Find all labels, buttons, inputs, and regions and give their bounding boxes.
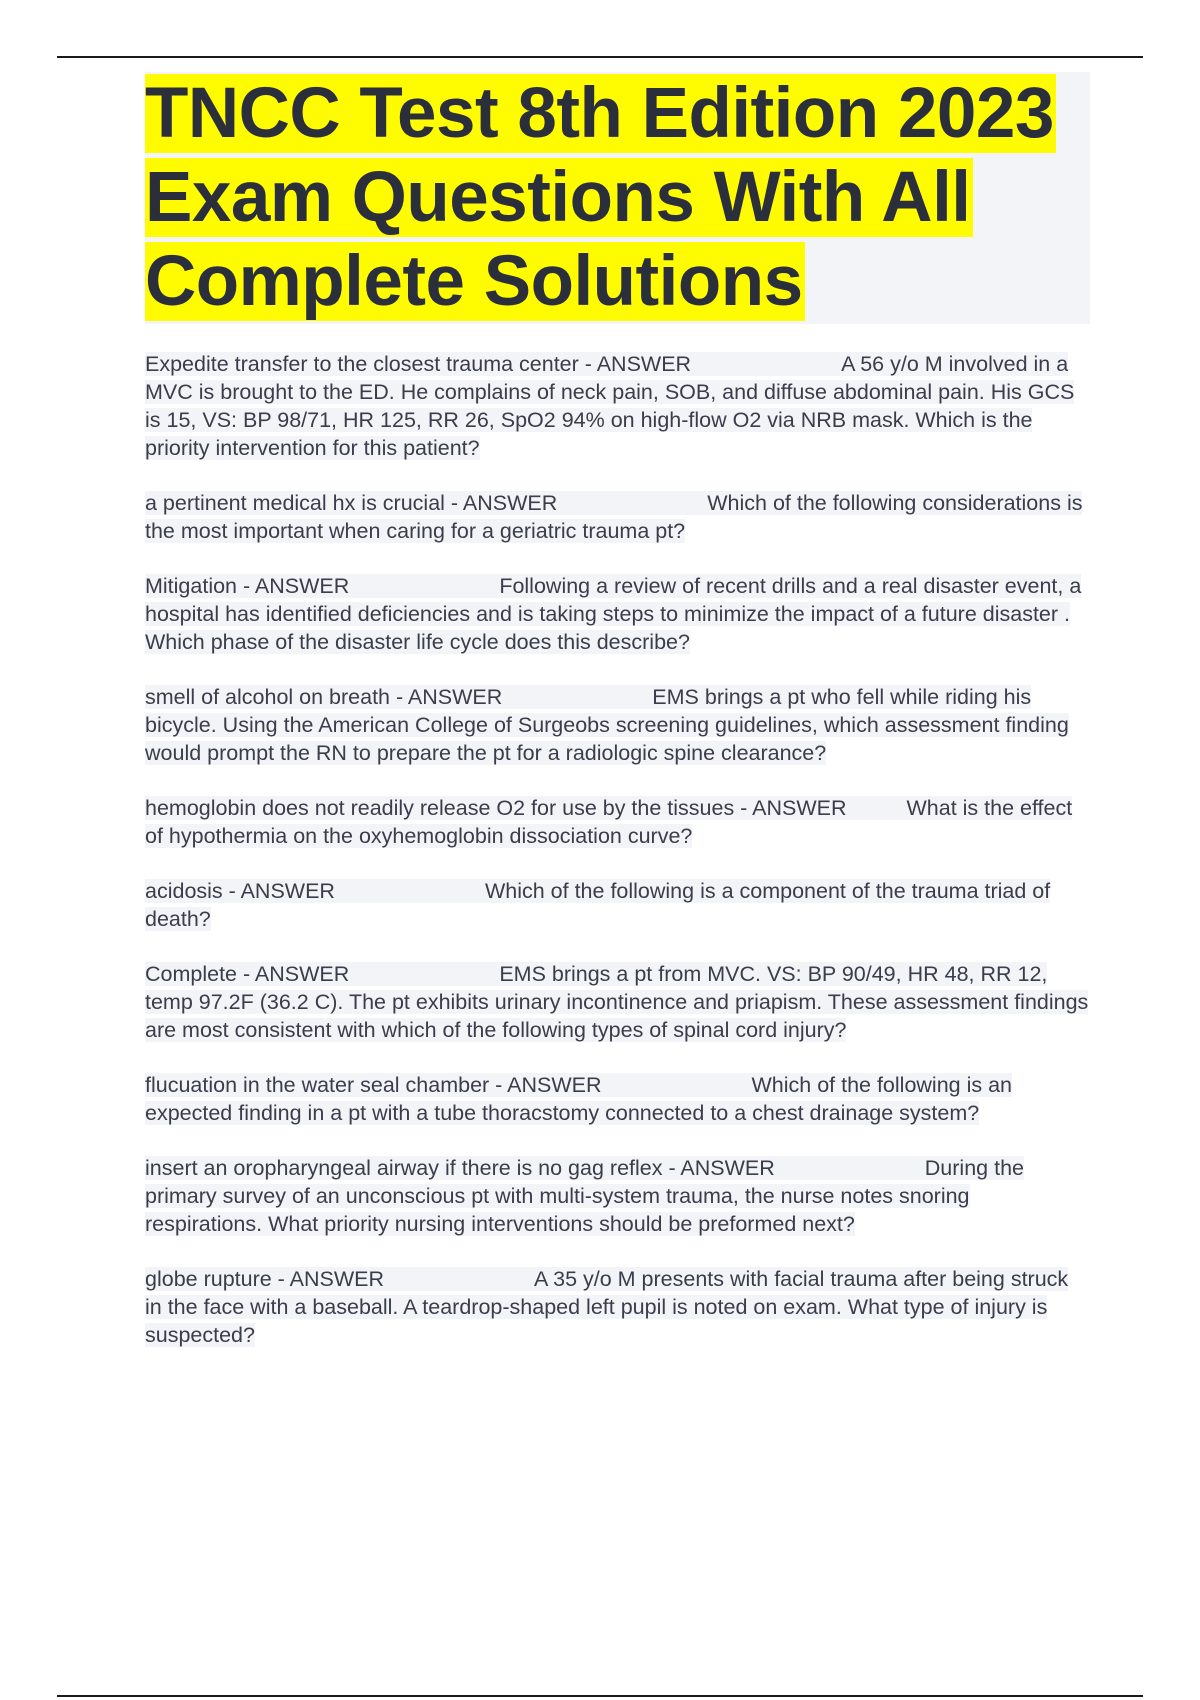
qa-item: [145, 1071, 1090, 1127]
document-title: [145, 72, 1090, 324]
title-block: [145, 72, 1090, 324]
answer-text: insert an oropharyngeal airway if there is no gag reflex - ANSWER: [145, 1156, 775, 1180]
question-text: A 35 y/o M presents with facial trauma after being struck in the face with a baseball. A teardrop-shaped left pupil is noted on exam. What type of injury is suspected?: [145, 1267, 1069, 1347]
qa-item: [145, 683, 1090, 767]
question-text: During the primary survey of an unconscious pt with multi-system trauma, the nurse notes snoring respirations. What priority nursing interventions should be preformed next?: [145, 1156, 1024, 1236]
qa-item: [145, 489, 1090, 545]
answer-text: Complete - ANSWER: [145, 962, 350, 986]
question-text: Which of the following is a component of the trauma triad of death?: [145, 879, 1051, 931]
document-body: [145, 72, 1090, 1376]
answer-text: smell of alcohol on breath - ANSWER: [145, 685, 503, 709]
qa-item: [145, 960, 1090, 1044]
qa-item: [145, 794, 1090, 850]
question-text: What is the effect of hypothermia on the oxyhemoglobin dissociation curve?: [145, 796, 1073, 848]
top-rule: [57, 56, 1143, 58]
answer-text: Mitigation - ANSWER: [145, 574, 350, 598]
qa-item: [145, 572, 1090, 656]
answer-text: acidosis - ANSWER: [145, 879, 335, 903]
question-text: EMS brings a pt from MVC. VS: BP 90/49, HR 48, RR 12, temp 97.2F (36.2 C). The pt exhibits urinary incontinence and priapism. These assessment findings are most consistent with which of the following types of spinal cord injury?: [145, 962, 1089, 1042]
qa-list: [145, 350, 1090, 1349]
answer-text: a pertinent medical hx is crucial - ANSWER: [145, 491, 558, 515]
question-text: A 56 y/o M involved in a MVC is brought to the ED. He complains of neck pain, SOB, and diffuse abdominal pain. His GCS is 15, VS: BP 98/71, HR 125, RR 26, SpO2 94% on high-flow O2 via NRB mask. Which is the priority intervention for this patient?: [145, 352, 1075, 460]
question-text: EMS brings a pt who fell while riding his bicycle. Using the American College of Surgeobs screening guidelines, which assessment finding would prompt the RN to prepare the pt for a radiologic spine clearance?: [145, 685, 1069, 765]
answer-text: globe rupture - ANSWER: [145, 1267, 384, 1291]
question-text: Which of the following considerations is the most important when caring for a geriatric trauma pt?: [145, 491, 1083, 543]
answer-text: Expedite transfer to the closest trauma center - ANSWER: [145, 352, 692, 376]
title-highlight: TNCC Test 8th Edition 2023 Exam Questions With All Complete Solutions: [145, 74, 1054, 321]
question-text: Which of the following is an expected finding in a pt with a tube thoracstomy connected to a chest drainage system?: [145, 1073, 1013, 1125]
qa-item: [145, 1154, 1090, 1238]
bottom-rule: [57, 1695, 1143, 1697]
answer-text: flucuation in the water seal chamber - ANSWER: [145, 1073, 602, 1097]
qa-item: [145, 1265, 1090, 1349]
qa-item: [145, 350, 1090, 462]
qa-item: [145, 877, 1090, 933]
answer-text: hemoglobin does not readily release O2 for use by the tissues - ANSWER: [145, 796, 847, 820]
question-text: Following a review of recent drills and a real disaster event, a hospital has identified deficiencies and is taking steps to minimize the impact of a future disaster . Which phase of the disaster life cycle does this describe?: [145, 574, 1082, 654]
